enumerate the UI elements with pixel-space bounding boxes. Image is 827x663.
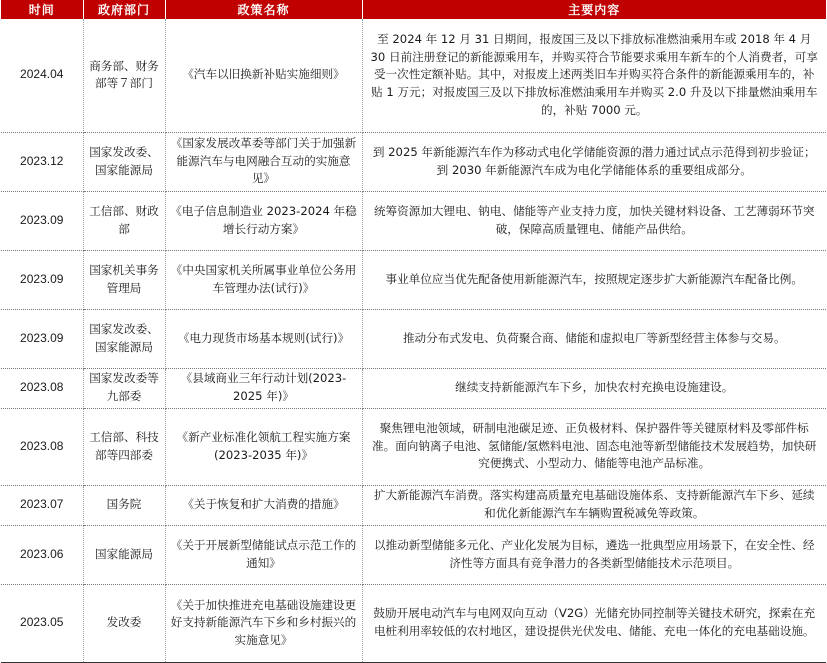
cell-policy-name: 《国家发展改革委等部门关于加强新能源汽车与电网融合互动的实施意见》 bbox=[165, 132, 362, 191]
cell-content: 聚焦锂电池领域，研制电池碳足迹、正负极材料、保护器件等关键原材料及零部件标准。面向钠离子电池、氢储能/氢燃料电池、固态电池等新型储能技术发展趋势，加快研究便携式、小型动力、储能等电池产品标准。 bbox=[362, 408, 826, 485]
cell-content: 鼓励开展电动汽车与电网双向互动（V2G）光储充协同控制等关键技术研究，探索在充电桩利用率较低的农村地区，建设提供光伏发电、储能、充电一体化的充电基础设施。 bbox=[362, 584, 826, 662]
cell-policy-name: 《关于开展新型储能试点示范工作的通知》 bbox=[165, 525, 362, 584]
cell-content: 继续支持新能源汽车下乡，加快农村充换电设施建设。 bbox=[362, 368, 826, 408]
cell-department: 国家机关事务管理局 bbox=[83, 250, 165, 309]
cell-date: 2023.08 bbox=[1, 408, 83, 485]
table-row bbox=[1, 309, 826, 368]
cell-policy-name: 《汽车以旧换新补贴实施细则》 bbox=[165, 19, 362, 132]
cell-policy-name: 《中央国家机关所属事业单位公务用车管理办法(试行)》 bbox=[165, 250, 362, 309]
cell-content: 扩大新能源汽车消费。落实构建高质量充电基础设施体系、支持新能源汽车下乡、延续和优化新能源汽车车辆购置税减免等政策。 bbox=[362, 485, 826, 525]
table-row bbox=[1, 584, 826, 662]
cell-department: 国家能源局 bbox=[83, 525, 165, 584]
cell-policy-name: 《电力现货市场基本规则(试行)》 bbox=[165, 309, 362, 368]
table-row bbox=[1, 485, 826, 525]
cell-date: 2024.04 bbox=[1, 19, 83, 132]
cell-department: 商务部、财务部等７部门 bbox=[83, 19, 165, 132]
cell-department: 国家发改委、国家能源局 bbox=[83, 309, 165, 368]
cell-date: 2023.05 bbox=[1, 584, 83, 662]
table-header-row bbox=[1, 0, 826, 19]
cell-date: 2023.08 bbox=[1, 368, 83, 408]
cell-date: 2023.07 bbox=[1, 485, 83, 525]
cell-department: 工信部、科技部等四部委 bbox=[83, 408, 165, 485]
cell-date: 2023.06 bbox=[1, 525, 83, 584]
cell-content: 统筹资源加大锂电、钠电、储能等产业支持力度，加快关键材料设备、工艺薄弱环节突破，保障高质量锂电、储能产品供给。 bbox=[362, 191, 826, 250]
cell-content: 到 2025 年新能源汽车作为移动式电化学储能资源的潜力通过试点示范得到初步验证；到 2030 年新能源汽车成为电化学储能体系的重要组成部分。 bbox=[362, 132, 826, 191]
header-policy-name: 政策名称 bbox=[165, 0, 362, 19]
cell-department: 国务院 bbox=[83, 485, 165, 525]
cell-date: 2023.09 bbox=[1, 250, 83, 309]
cell-department: 国家发改委等九部委 bbox=[83, 368, 165, 408]
cell-policy-name: 《关于加快推进充电基础设施建设更好支持新能源汽车下乡和乡村振兴的实施意见》 bbox=[165, 584, 362, 662]
header-main-content: 主要内容 bbox=[362, 0, 826, 19]
cell-policy-name: 《县域商业三年行动计划(2023-2025 年)》 bbox=[165, 368, 362, 408]
header-department: 政府部门 bbox=[83, 0, 165, 19]
cell-date: 2023.09 bbox=[1, 309, 83, 368]
cell-department: 国家发改委、国家能源局 bbox=[83, 132, 165, 191]
header-date: 时间 bbox=[1, 0, 83, 19]
policy-table bbox=[1, 0, 826, 663]
cell-content: 以推动新型储能多元化、产业化发展为目标，遴选一批典型应用场景下，在安全性、经济性等方面具有竞争潜力的各类新型储能技术示范项目。 bbox=[362, 525, 826, 584]
table-row bbox=[1, 19, 826, 132]
table-row bbox=[1, 191, 826, 250]
table-row bbox=[1, 132, 826, 191]
cell-date: 2023.12 bbox=[1, 132, 83, 191]
cell-department: 工信部、财政部 bbox=[83, 191, 165, 250]
table-row bbox=[1, 368, 826, 408]
cell-policy-name: 《新产业标准化领航工程实施方案(2023-2035 年)》 bbox=[165, 408, 362, 485]
cell-department: 发改委 bbox=[83, 584, 165, 662]
cell-date: 2023.09 bbox=[1, 191, 83, 250]
table-row bbox=[1, 525, 826, 584]
cell-content: 事业单位应当优先配备使用新能源汽车，按照规定逐步扩大新能源汽车配备比例。 bbox=[362, 250, 826, 309]
cell-content: 推动分布式发电、负荷聚合商、储能和虚拟电厂等新型经营主体参与交易。 bbox=[362, 309, 826, 368]
table-row bbox=[1, 408, 826, 485]
cell-policy-name: 《电子信息制造业 2023-2024 年稳增长行动方案》 bbox=[165, 191, 362, 250]
cell-policy-name: 《关于恢复和扩大消费的措施》 bbox=[165, 485, 362, 525]
cell-content: 至 2024 年 12 月 31 日期间，报废国三及以下排放标准燃油乘用车或 2018 年 4 月 30 日前注册登记的新能源乘用车，并购买符合节能要求乘用车新车的个人消费者，可享受一次性定额补贴。其中，对报废上述两类旧车并购买符合条件的新能源乘用车的，补贴 1 万元；对报废国三及以下排放标准燃油乘用车并购买 2.0 升及以下排量燃油乘用车的，补贴 7000 元。 bbox=[362, 19, 826, 132]
table-row bbox=[1, 250, 826, 309]
